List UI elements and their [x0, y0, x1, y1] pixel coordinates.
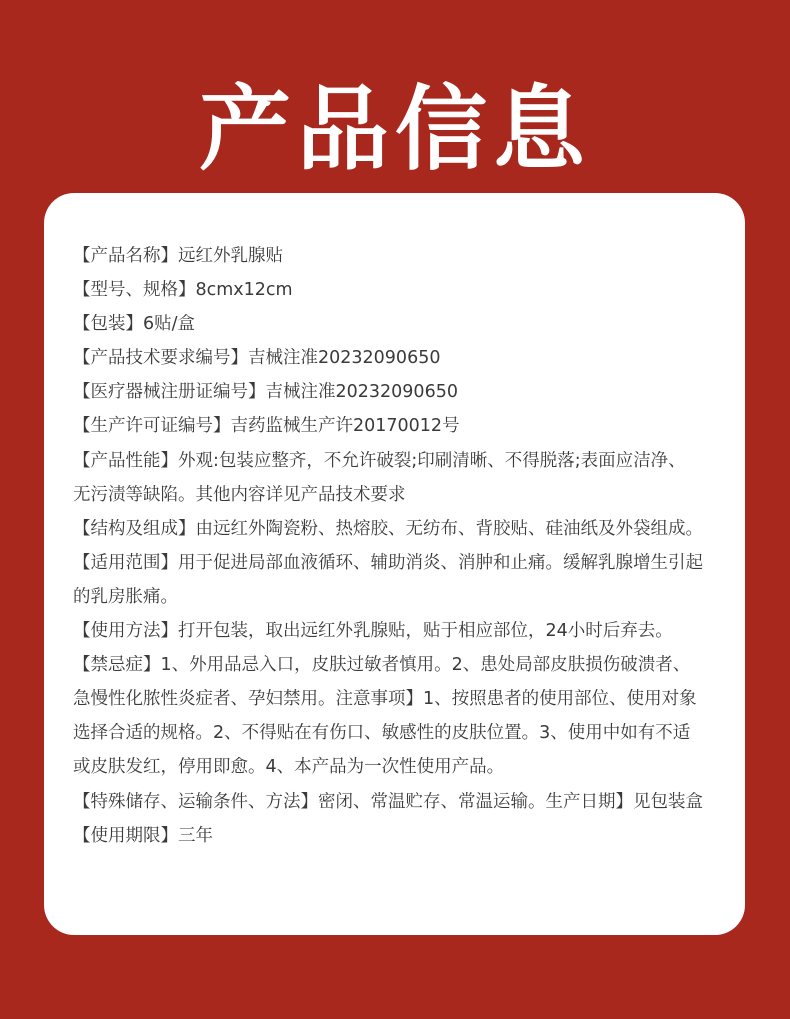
info-line-scope: 【适用范围】用于促进局部血液循环、辅助消炎、消肿和止痛。缓解乳腺增生引起	[73, 552, 703, 573]
info-line-tech-requirement-number: 【产品技术要求编号】吉械注准20232090650	[73, 348, 441, 369]
info-list	[73, 239, 731, 853]
info-line-contraindications-cont-2: 选择合适的规格。2、不得贴在有伤口、敏感性的皮肤位置。3、使用中如有不适	[73, 723, 691, 744]
info-card	[44, 193, 745, 935]
info-line-registration-number: 【医疗器械注册证编号】吉械注准20232090650	[73, 382, 458, 403]
info-line-composition: 【结构及组成】由远红外陶瓷粉、热熔胶、无纺布、背胶贴、硅油纸及外袋组成。	[73, 518, 703, 539]
info-line-usage: 【使用方法】打开包装，取出远红外乳腺贴，贴于相应部位，24小时后弃去。	[73, 621, 673, 642]
info-line-production-license: 【生产许可证编号】吉药监械生产许20170012号	[73, 416, 460, 437]
info-line-performance: 【产品性能】外观:包装应整齐，不允许破裂;印刷清晰、不得脱落;表面应洁净、	[73, 450, 686, 471]
info-line-model-spec: 【型号、规格】8cmx12cm	[73, 280, 293, 301]
info-line-performance-cont: 无污渍等缺陷。其他内容详见产品技术要求	[73, 484, 406, 505]
info-line-contraindications-cont-1: 急慢性化脓性炎症者、孕妇禁用。注意事项】1、按照患者的使用部位、使用对象	[73, 689, 697, 710]
info-line-product-name: 【产品名称】远红外乳腺贴	[73, 246, 283, 266]
page-title: 产品信息	[198, 76, 591, 183]
info-line-contraindications-cont-3: 或皮肤发红，停用即愈。4、本产品为一次性使用产品。	[73, 757, 505, 778]
info-line-shelf-life: 【使用期限】三年	[73, 825, 213, 846]
info-line-package: 【包装】6贴/盒	[73, 314, 196, 335]
info-line-scope-cont: 的乳房胀痛。	[73, 586, 178, 607]
info-line-contraindications: 【禁忌症】1、外用品忌入口，皮肤过敏者慎用。2、患处局部皮肤损伤破溃者、	[73, 655, 691, 676]
info-line-storage: 【特殊储存、运输条件、方法】密闭、常温贮存、常温运输。生产日期】见包装盒	[73, 791, 703, 812]
